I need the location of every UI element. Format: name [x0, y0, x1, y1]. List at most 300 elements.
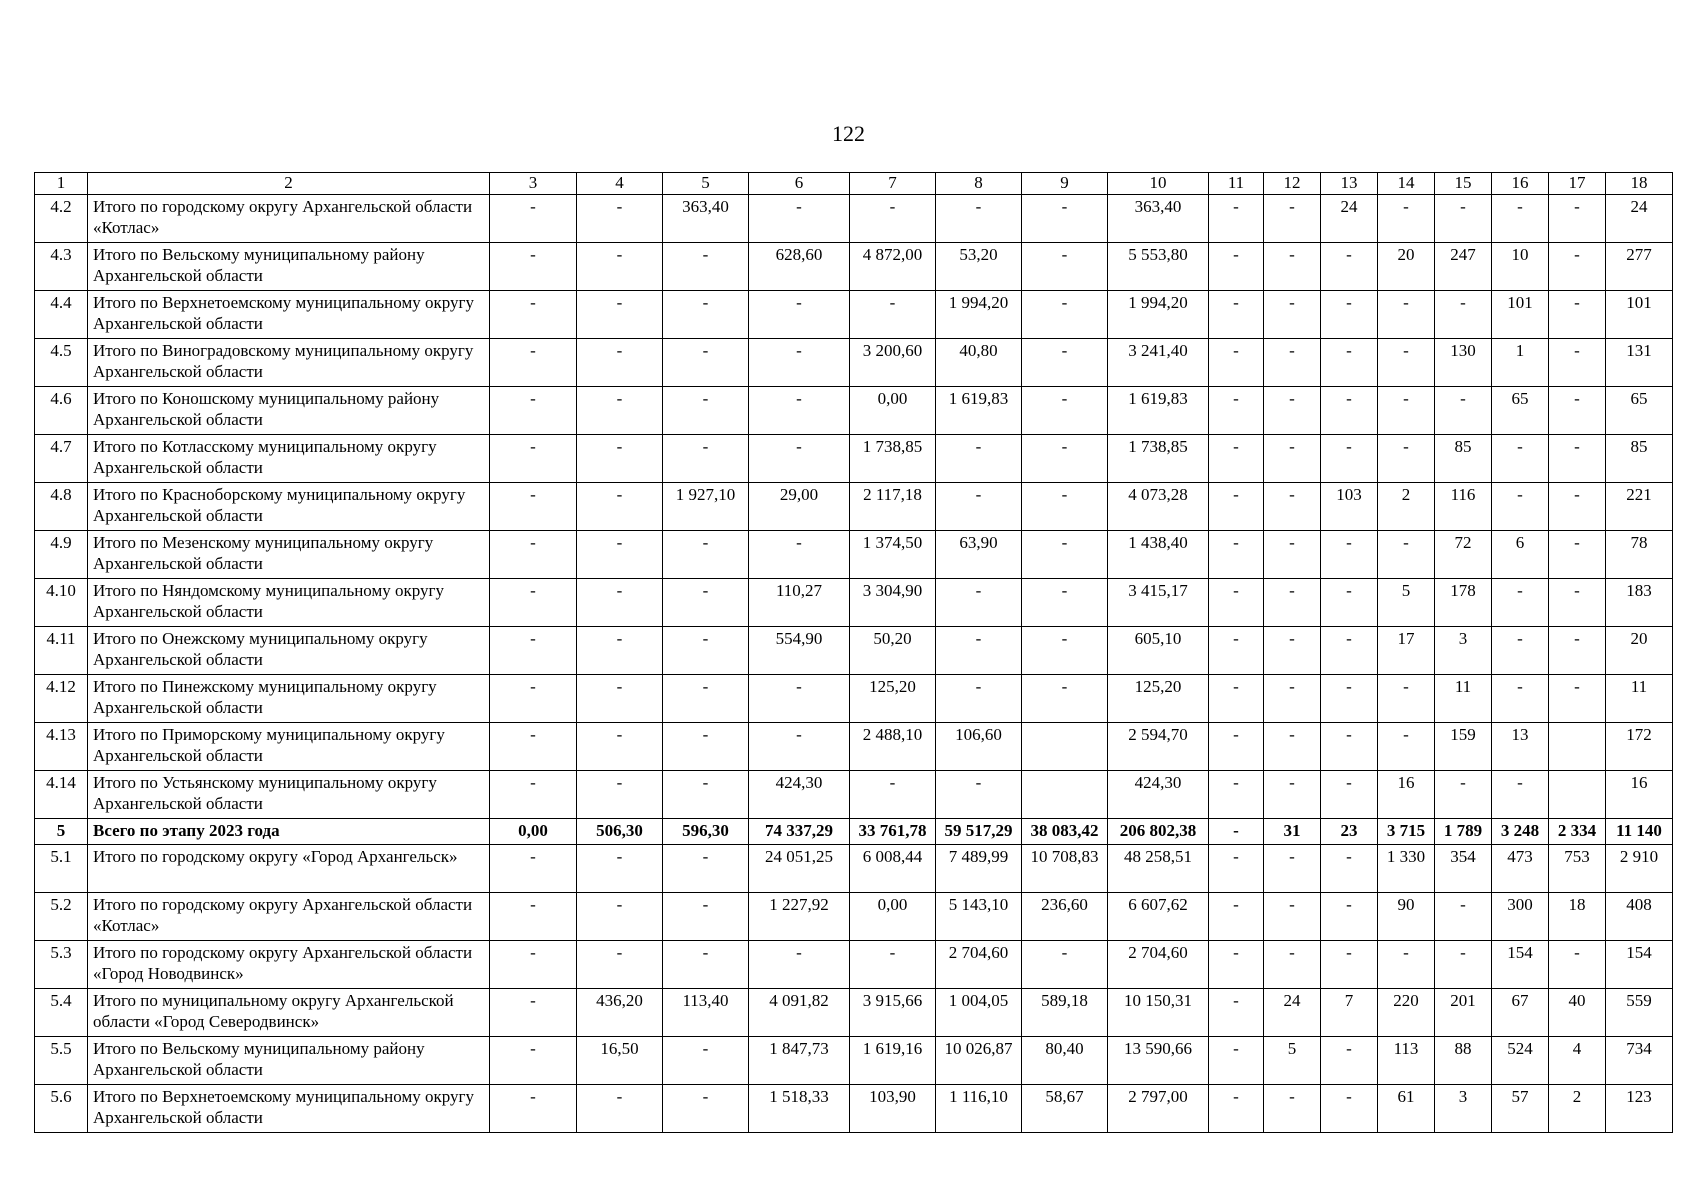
value-cell	[1549, 723, 1606, 771]
value-cell: -	[850, 195, 936, 243]
row-number-cell: 5.5	[35, 1037, 88, 1085]
value-cell: 101	[1606, 291, 1673, 339]
value-cell: -	[1321, 845, 1378, 893]
value-cell: 65	[1606, 387, 1673, 435]
value-cell: 5 143,10	[936, 893, 1022, 941]
value-cell: -	[1321, 771, 1378, 819]
value-cell: -	[749, 675, 850, 723]
value-cell: -	[490, 1037, 577, 1085]
value-cell: -	[1209, 531, 1264, 579]
value-cell: -	[1264, 339, 1321, 387]
value-cell: -	[1435, 387, 1492, 435]
value-cell: -	[850, 941, 936, 989]
value-cell: -	[577, 723, 663, 771]
value-cell: 3 200,60	[850, 339, 936, 387]
value-cell: -	[577, 339, 663, 387]
value-cell: -	[1321, 675, 1378, 723]
value-cell: 201	[1435, 989, 1492, 1037]
row-name-cell: Итого по Вельскому муниципальному району Архангельской области	[88, 243, 490, 291]
value-cell: 3 248	[1492, 819, 1549, 845]
column-number-header: 14	[1378, 173, 1435, 195]
column-number-header: 2	[88, 173, 490, 195]
value-cell: 4 073,28	[1108, 483, 1209, 531]
value-cell: 3 304,90	[850, 579, 936, 627]
value-cell: -	[663, 243, 749, 291]
value-cell: 221	[1606, 483, 1673, 531]
value-cell: -	[1264, 483, 1321, 531]
value-cell: 1 004,05	[936, 989, 1022, 1037]
value-cell: 247	[1435, 243, 1492, 291]
value-cell: -	[749, 435, 850, 483]
data-table	[34, 172, 1673, 1133]
table-total-row	[35, 819, 1673, 845]
value-cell: 67	[1492, 989, 1549, 1037]
value-cell: -	[663, 845, 749, 893]
value-cell: -	[663, 893, 749, 941]
value-cell: -	[1378, 723, 1435, 771]
table-row	[35, 387, 1673, 435]
value-cell: 2 488,10	[850, 723, 936, 771]
value-cell: 206 802,38	[1108, 819, 1209, 845]
value-cell: 4 872,00	[850, 243, 936, 291]
value-cell: -	[1549, 195, 1606, 243]
value-cell: -	[663, 723, 749, 771]
value-cell: 3 415,17	[1108, 579, 1209, 627]
value-cell: 74 337,29	[749, 819, 850, 845]
value-cell: -	[577, 771, 663, 819]
value-cell: 40	[1549, 989, 1606, 1037]
value-cell: -	[1549, 675, 1606, 723]
row-number-cell: 5.1	[35, 845, 88, 893]
value-cell: -	[1549, 483, 1606, 531]
value-cell: -	[1378, 531, 1435, 579]
value-cell: 1 994,20	[1108, 291, 1209, 339]
value-cell: -	[1549, 579, 1606, 627]
value-cell: 5	[1264, 1037, 1321, 1085]
value-cell: -	[1209, 845, 1264, 893]
row-number-cell: 4.11	[35, 627, 88, 675]
row-number-cell: 4.2	[35, 195, 88, 243]
value-cell: -	[850, 771, 936, 819]
value-cell: -	[936, 483, 1022, 531]
value-cell: 0,00	[850, 893, 936, 941]
value-cell: 1 619,16	[850, 1037, 936, 1085]
value-cell: 1 619,83	[936, 387, 1022, 435]
column-number-header: 12	[1264, 173, 1321, 195]
value-cell: 18	[1549, 893, 1606, 941]
value-cell: -	[1209, 1085, 1264, 1133]
value-cell: -	[663, 435, 749, 483]
value-cell: 24	[1321, 195, 1378, 243]
value-cell: -	[1549, 627, 1606, 675]
value-cell: 59 517,29	[936, 819, 1022, 845]
value-cell: 506,30	[577, 819, 663, 845]
value-cell: 0,00	[490, 819, 577, 845]
value-cell: -	[577, 627, 663, 675]
value-cell: -	[1264, 723, 1321, 771]
table-row	[35, 579, 1673, 627]
value-cell: 2	[1549, 1085, 1606, 1133]
value-cell: 23	[1321, 819, 1378, 845]
value-cell: 20	[1606, 627, 1673, 675]
value-cell: -	[1209, 771, 1264, 819]
value-cell	[1549, 771, 1606, 819]
column-number-header: 15	[1435, 173, 1492, 195]
value-cell: -	[1264, 243, 1321, 291]
value-cell: -	[1435, 941, 1492, 989]
value-cell: -	[1492, 483, 1549, 531]
table-row	[35, 989, 1673, 1037]
value-cell: 110,27	[749, 579, 850, 627]
value-cell: 85	[1606, 435, 1673, 483]
value-cell: -	[749, 723, 850, 771]
value-cell: 753	[1549, 845, 1606, 893]
value-cell: -	[1435, 195, 1492, 243]
row-name-cell: Итого по Онежскому муниципальному округу Архангельской области	[88, 627, 490, 675]
value-cell: 4	[1549, 1037, 1606, 1085]
row-name-cell: Итого по городскому округу Архангельской области «Котлас»	[88, 893, 490, 941]
value-cell: 178	[1435, 579, 1492, 627]
row-name-cell: Итого по Приморскому муниципальному округу Архангельской области	[88, 723, 490, 771]
row-name-cell: Итого по муниципальному округу Архангельской области «Город Северодвинск»	[88, 989, 490, 1037]
value-cell: -	[936, 627, 1022, 675]
value-cell: 80,40	[1022, 1037, 1108, 1085]
value-cell: -	[577, 941, 663, 989]
row-name-cell: Итого по Устьянскому муниципальному округу Архангельской области	[88, 771, 490, 819]
value-cell: -	[577, 893, 663, 941]
value-cell: -	[1264, 771, 1321, 819]
value-cell: -	[1264, 387, 1321, 435]
value-cell: -	[1209, 291, 1264, 339]
value-cell: -	[577, 579, 663, 627]
value-cell: -	[1022, 941, 1108, 989]
row-name-cell: Всего по этапу 2023 года	[88, 819, 490, 845]
value-cell: 65	[1492, 387, 1549, 435]
row-name-cell: Итого по Верхнетоемскому муниципальному округу Архангельской области	[88, 1085, 490, 1133]
value-cell: 3 715	[1378, 819, 1435, 845]
value-cell: -	[1264, 627, 1321, 675]
value-cell: 10 150,31	[1108, 989, 1209, 1037]
value-cell: 605,10	[1108, 627, 1209, 675]
value-cell: -	[490, 893, 577, 941]
value-cell: -	[1209, 723, 1264, 771]
value-cell: 1 738,85	[1108, 435, 1209, 483]
value-cell: 159	[1435, 723, 1492, 771]
table-row	[35, 941, 1673, 989]
row-number-cell: 4.8	[35, 483, 88, 531]
value-cell: 1 438,40	[1108, 531, 1209, 579]
value-cell: -	[749, 387, 850, 435]
value-cell: -	[1264, 1085, 1321, 1133]
value-cell: 33 761,78	[850, 819, 936, 845]
value-cell: 11 140	[1606, 819, 1673, 845]
value-cell: 554,90	[749, 627, 850, 675]
value-cell: -	[490, 989, 577, 1037]
value-cell: -	[1321, 579, 1378, 627]
column-number-header: 1	[35, 173, 88, 195]
row-number-cell: 5	[35, 819, 88, 845]
value-cell: 1 927,10	[663, 483, 749, 531]
value-cell: -	[1321, 1037, 1378, 1085]
value-cell: 363,40	[663, 195, 749, 243]
column-number-header: 10	[1108, 173, 1209, 195]
value-cell: -	[1264, 435, 1321, 483]
row-number-cell: 4.12	[35, 675, 88, 723]
value-cell: 53,20	[936, 243, 1022, 291]
value-cell: -	[490, 483, 577, 531]
column-number-header: 4	[577, 173, 663, 195]
value-cell: -	[577, 435, 663, 483]
value-cell: 38 083,42	[1022, 819, 1108, 845]
value-cell: 1 789	[1435, 819, 1492, 845]
value-cell: 5 553,80	[1108, 243, 1209, 291]
value-cell: 7	[1321, 989, 1378, 1037]
value-cell: -	[1378, 195, 1435, 243]
value-cell: 113	[1378, 1037, 1435, 1085]
value-cell: -	[1022, 675, 1108, 723]
value-cell: -	[1435, 893, 1492, 941]
value-cell: 2 704,60	[936, 941, 1022, 989]
value-cell: -	[1209, 579, 1264, 627]
value-cell: 1 619,83	[1108, 387, 1209, 435]
value-cell: -	[1549, 291, 1606, 339]
value-cell: 473	[1492, 845, 1549, 893]
value-cell: -	[1022, 243, 1108, 291]
value-cell: 40,80	[936, 339, 1022, 387]
value-cell: -	[663, 627, 749, 675]
value-cell: -	[663, 339, 749, 387]
value-cell: -	[577, 387, 663, 435]
value-cell: -	[1321, 291, 1378, 339]
value-cell: -	[490, 339, 577, 387]
value-cell: 3 915,66	[850, 989, 936, 1037]
value-cell: 20	[1378, 243, 1435, 291]
value-cell: -	[1321, 339, 1378, 387]
value-cell: -	[490, 1085, 577, 1133]
value-cell: -	[1378, 291, 1435, 339]
value-cell: 24	[1264, 989, 1321, 1037]
value-cell: -	[490, 941, 577, 989]
value-cell: 90	[1378, 893, 1435, 941]
value-cell: -	[1209, 675, 1264, 723]
value-cell: -	[1435, 771, 1492, 819]
value-cell: -	[490, 387, 577, 435]
table-row	[35, 627, 1673, 675]
column-number-header: 3	[490, 173, 577, 195]
row-number-cell: 4.4	[35, 291, 88, 339]
row-number-cell: 5.6	[35, 1085, 88, 1133]
value-cell: 2 594,70	[1108, 723, 1209, 771]
value-cell: 116	[1435, 483, 1492, 531]
column-number-header: 18	[1606, 173, 1673, 195]
column-number-header: 16	[1492, 173, 1549, 195]
value-cell: 2 797,00	[1108, 1085, 1209, 1133]
value-cell: -	[1022, 579, 1108, 627]
value-cell: 6	[1492, 531, 1549, 579]
column-number-header: 6	[749, 173, 850, 195]
value-cell: 1 847,73	[749, 1037, 850, 1085]
row-number-cell: 4.10	[35, 579, 88, 627]
value-cell: 103	[1321, 483, 1378, 531]
value-cell: -	[1549, 243, 1606, 291]
value-cell: 3	[1435, 627, 1492, 675]
row-name-cell: Итого по городскому округу Архангельской области «Котлас»	[88, 195, 490, 243]
value-cell: -	[577, 291, 663, 339]
value-cell: -	[1492, 579, 1549, 627]
value-cell: -	[1264, 291, 1321, 339]
value-cell: -	[663, 675, 749, 723]
value-cell: -	[1321, 627, 1378, 675]
value-cell: -	[1321, 531, 1378, 579]
value-cell: 3 241,40	[1108, 339, 1209, 387]
value-cell: -	[1209, 1037, 1264, 1085]
row-name-cell: Итого по Верхнетоемскому муниципальному округу Архангельской области	[88, 291, 490, 339]
value-cell: -	[936, 579, 1022, 627]
value-cell: -	[490, 723, 577, 771]
value-cell: 6 008,44	[850, 845, 936, 893]
row-name-cell: Итого по Вельскому муниципальному району Архангельской области	[88, 1037, 490, 1085]
value-cell: -	[1209, 195, 1264, 243]
value-cell: 10	[1492, 243, 1549, 291]
value-cell: -	[1022, 483, 1108, 531]
value-cell: -	[1209, 893, 1264, 941]
value-cell: -	[490, 627, 577, 675]
row-name-cell: Итого по Няндомскому муниципальному округу Архангельской области	[88, 579, 490, 627]
value-cell: 300	[1492, 893, 1549, 941]
value-cell: -	[1264, 941, 1321, 989]
value-cell: 10 026,87	[936, 1037, 1022, 1085]
value-cell: 88	[1435, 1037, 1492, 1085]
value-cell: -	[1321, 723, 1378, 771]
value-cell: -	[1209, 627, 1264, 675]
value-cell: 2 704,60	[1108, 941, 1209, 989]
value-cell: 236,60	[1022, 893, 1108, 941]
value-cell: 183	[1606, 579, 1673, 627]
value-cell: 61	[1378, 1085, 1435, 1133]
value-cell: -	[1492, 435, 1549, 483]
value-cell: -	[490, 243, 577, 291]
value-cell: -	[1209, 941, 1264, 989]
value-cell: -	[936, 435, 1022, 483]
row-number-cell: 4.13	[35, 723, 88, 771]
value-cell: -	[1549, 435, 1606, 483]
value-cell: 2	[1378, 483, 1435, 531]
value-cell: -	[577, 675, 663, 723]
value-cell: -	[1022, 195, 1108, 243]
value-cell: -	[663, 291, 749, 339]
value-cell: -	[663, 941, 749, 989]
value-cell: 154	[1492, 941, 1549, 989]
row-name-cell: Итого по городскому округу Архангельской области «Город Новодвинск»	[88, 941, 490, 989]
value-cell: 1 116,10	[936, 1085, 1022, 1133]
value-cell: -	[577, 243, 663, 291]
value-cell: -	[850, 291, 936, 339]
value-cell: -	[1321, 243, 1378, 291]
table-row	[35, 1085, 1673, 1133]
value-cell: -	[1209, 989, 1264, 1037]
row-name-cell: Итого по Пинежскому муниципальному округу Архангельской области	[88, 675, 490, 723]
value-cell: -	[936, 771, 1022, 819]
value-cell: -	[1435, 291, 1492, 339]
value-cell: 154	[1606, 941, 1673, 989]
value-cell: 29,00	[749, 483, 850, 531]
table-row	[35, 771, 1673, 819]
value-cell: -	[936, 195, 1022, 243]
value-cell: -	[1209, 387, 1264, 435]
row-number-cell: 4.3	[35, 243, 88, 291]
value-cell: -	[490, 531, 577, 579]
value-cell: -	[1209, 435, 1264, 483]
value-cell: -	[577, 195, 663, 243]
value-cell: 72	[1435, 531, 1492, 579]
value-cell: 1 374,50	[850, 531, 936, 579]
value-cell: 0,00	[850, 387, 936, 435]
value-cell: 1 738,85	[850, 435, 936, 483]
value-cell: -	[490, 579, 577, 627]
column-number-header: 8	[936, 173, 1022, 195]
value-cell: 2 117,18	[850, 483, 936, 531]
table-header-row	[35, 173, 1673, 195]
column-number-header: 13	[1321, 173, 1378, 195]
value-cell: 1 518,33	[749, 1085, 850, 1133]
row-number-cell: 5.2	[35, 893, 88, 941]
value-cell: -	[749, 531, 850, 579]
table-row	[35, 243, 1673, 291]
value-cell: 125,20	[1108, 675, 1209, 723]
value-cell: -	[1209, 819, 1264, 845]
value-cell: 78	[1606, 531, 1673, 579]
value-cell: 424,30	[1108, 771, 1209, 819]
value-cell: 220	[1378, 989, 1435, 1037]
row-number-cell: 4.14	[35, 771, 88, 819]
value-cell: -	[577, 1085, 663, 1133]
value-cell: -	[1264, 893, 1321, 941]
value-cell: -	[1492, 627, 1549, 675]
value-cell: -	[1022, 531, 1108, 579]
value-cell: -	[663, 1037, 749, 1085]
value-cell: -	[490, 845, 577, 893]
value-cell: 103,90	[850, 1085, 936, 1133]
value-cell: -	[490, 771, 577, 819]
value-cell: 17	[1378, 627, 1435, 675]
column-number-header: 17	[1549, 173, 1606, 195]
value-cell: 131	[1606, 339, 1673, 387]
value-cell: -	[490, 675, 577, 723]
value-cell: 16	[1378, 771, 1435, 819]
column-number-header: 11	[1209, 173, 1264, 195]
value-cell: 6 607,62	[1108, 893, 1209, 941]
value-cell: -	[1264, 579, 1321, 627]
value-cell: -	[749, 941, 850, 989]
value-cell: 1	[1492, 339, 1549, 387]
column-number-header: 5	[663, 173, 749, 195]
value-cell	[1022, 723, 1108, 771]
value-cell: 13	[1492, 723, 1549, 771]
value-cell: 734	[1606, 1037, 1673, 1085]
value-cell: -	[1209, 339, 1264, 387]
value-cell: 123	[1606, 1085, 1673, 1133]
value-cell: -	[936, 675, 1022, 723]
row-name-cell: Итого по Виноградовскому муниципальному округу Архангельской области	[88, 339, 490, 387]
value-cell: 436,20	[577, 989, 663, 1037]
value-cell: -	[1209, 483, 1264, 531]
value-cell: 31	[1264, 819, 1321, 845]
value-cell: -	[490, 291, 577, 339]
value-cell: 13 590,66	[1108, 1037, 1209, 1085]
table-row	[35, 339, 1673, 387]
value-cell: -	[1209, 243, 1264, 291]
value-cell: 589,18	[1022, 989, 1108, 1037]
